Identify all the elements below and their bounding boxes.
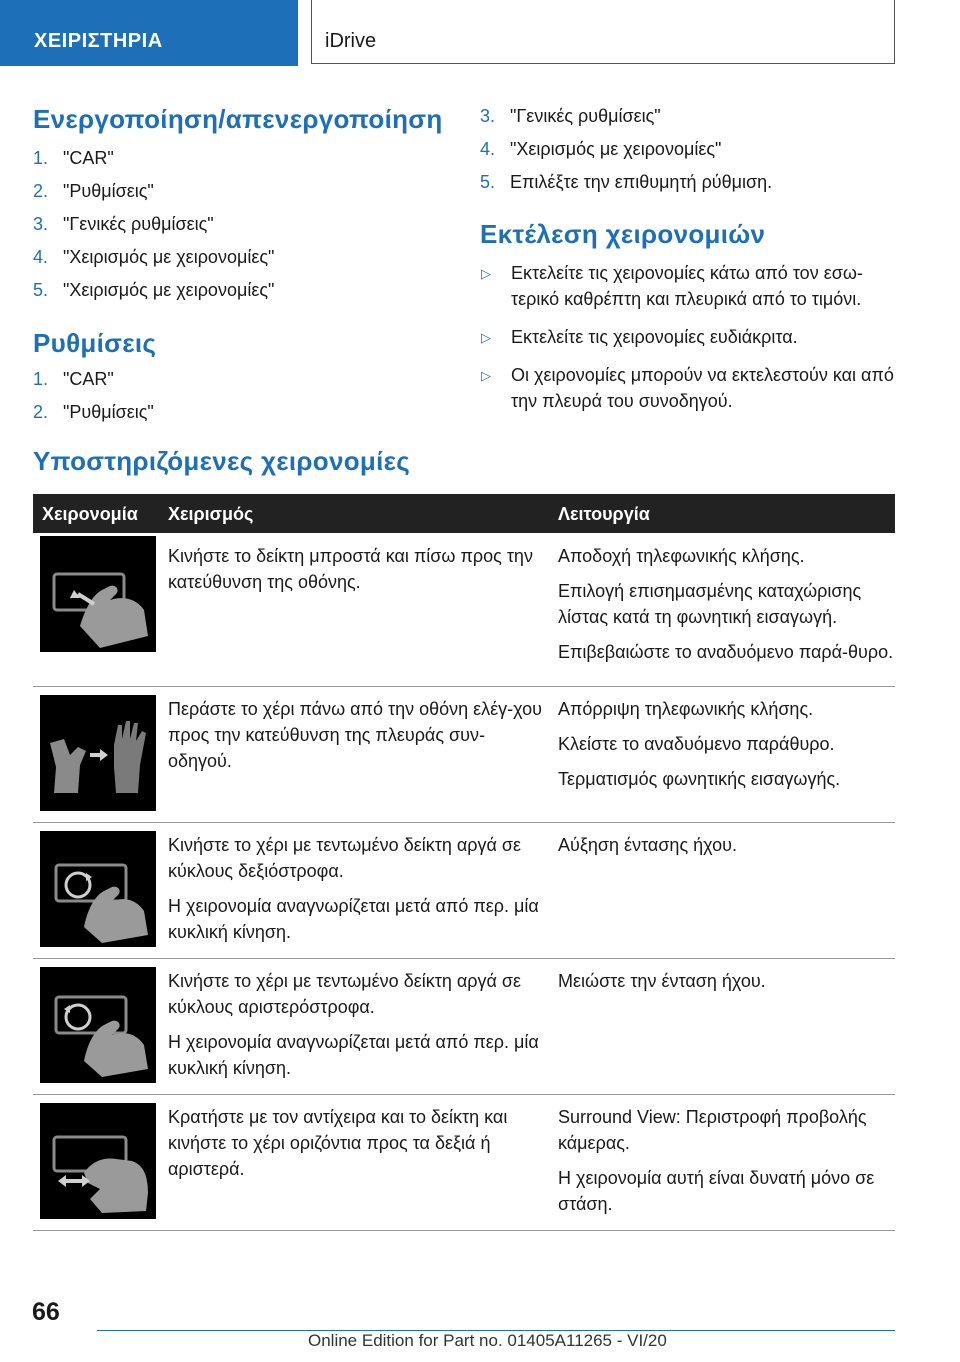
right-column — [480, 106, 895, 426]
tap-forward-back-gesture-icon — [40, 536, 156, 652]
function-cell: Απόρριψη τηλεφωνικής κλήσης. Κλείστε το αναδυόμενο παράθυρο. Τερματισμός φωνητικής εισαγωγής. — [558, 699, 841, 789]
list-item: ▷ Εκτελείτε τις χειρονομίες ευδιάκριτα. — [480, 324, 895, 350]
triangle-bullet-icon: ▷ — [481, 266, 491, 281]
performing-bullets — [480, 260, 895, 414]
activation-heading: Ενεργοποίηση/απενεργοποίηση — [33, 104, 443, 134]
list-item: 3. "Γενικές ρυθμίσεις" — [33, 214, 214, 234]
column-header-handling: Χειρισμός — [168, 504, 254, 524]
handling-cell: Κινήστε το δείκτη μπροστά και πίσω προς την κατεύθυνση της οθόνης. — [168, 546, 533, 592]
table-row — [33, 686, 895, 823]
table-row — [33, 533, 895, 687]
supported-heading: Υποστηριζόμενες χειρονομίες — [33, 446, 411, 476]
function-cell: Μειώστε την ένταση ήχου. — [558, 971, 766, 991]
list-item: 2. "Ρυθμίσεις" — [33, 181, 154, 201]
column-header-function: Λειτουργία — [558, 504, 650, 524]
pinch-swipe-gesture-icon — [40, 1103, 156, 1219]
rotate-clockwise-gesture-icon — [40, 831, 156, 947]
triangle-bullet-icon: ▷ — [481, 368, 491, 383]
edition-footer: Online Edition for Part no. 01405A11265 - VI/20 — [308, 1331, 667, 1350]
settings-steps-part1 — [33, 369, 443, 435]
chapter-title: iDrive — [311, 0, 895, 64]
list-item: 3. "Γενικές ρυθμίσεις" — [480, 106, 661, 126]
list-item: 5. "Χειρισμός με χειρονομίες" — [33, 280, 275, 300]
handling-cell: Περάστε το χέρι πάνω από την οθόνη ελέγ‐χου προς την κατεύθυνση της πλευράς συν‐οδηγού. — [168, 699, 542, 771]
list-item: ▷ Οι χειρονομίες μπορούν να εκτελεστούν και από την πλευρά του συνοδηγού. — [481, 365, 894, 411]
function-cell: Surround View: Περιστροφή προβολής κάμερας. Η χειρονομία αυτή είναι δυνατή μόνο σε στάση. — [558, 1107, 875, 1214]
triangle-bullet-icon: ▷ — [481, 330, 491, 345]
rotate-counterclockwise-gesture-icon — [40, 967, 156, 1083]
page-number: 66 — [32, 1298, 60, 1326]
column-header-gesture: Χειρονομία — [42, 504, 138, 524]
performing-heading: Εκτέλεση χειρονομιών — [480, 219, 766, 249]
list-item: 1. "CAR" — [33, 369, 114, 389]
list-item: 4. "Χειρισμός με χειρονομίες" — [33, 247, 275, 267]
list-item: 4. "Χειρισμός με χειρονομίες" — [480, 139, 722, 159]
list-item: 1. "CAR" — [33, 148, 114, 168]
handling-cell: Κινήστε το χέρι με τεντωμένο δείκτη αργά σε κύκλους δεξιόστροφα. Η χειρονομία αναγνωρίζεται μετά από περ. μία κυκλική κίνηση. — [168, 835, 539, 942]
function-cell: Αποδοχή τηλεφωνικής κλήσης. Επιλογή επισημασμένης καταχώρισης λίστας κατά τη φωνητική εισαγωγή. Επιβεβαιώστε το αναδυόμενο παρά‐θυρο. — [558, 546, 894, 662]
swipe-hand-gesture-icon — [40, 695, 156, 811]
table-row — [33, 822, 895, 959]
left-column — [33, 104, 443, 435]
list-item: 5. Επιλέξτε την επιθυμητή ρύθμιση. — [480, 172, 773, 192]
page-header — [0, 0, 960, 66]
function-cell: Αύξηση έντασης ήχου. — [558, 835, 737, 855]
section-tab[interactable]: ΧΕΙΡΙΣΤΗΡΙΑ — [0, 0, 298, 66]
list-item: 2. "Ρυθμίσεις" — [33, 402, 154, 422]
settings-heading: Ρυθμίσεις — [33, 328, 157, 358]
table-row — [33, 958, 895, 1095]
activation-steps — [33, 148, 443, 313]
table-row — [33, 1094, 895, 1231]
handling-cell: Κινήστε το χέρι με τεντωμένο δείκτη αργά σε κύκλους αριστερόστροφα. Η χειρονομία αναγνωρίζεται μετά από περ. μία κυκλική κίνηση. — [168, 971, 539, 1078]
table-header — [33, 494, 895, 533]
handling-cell: Κρατήστε με τον αντίχειρα και το δείκτη και κινήστε το χέρι οριζόντια προς τα δεξιά ή αριστερά. — [168, 1107, 508, 1179]
list-item: ▷ Εκτελείτε τις χειρονομίες κάτω από τον εσω‐τερικό καθρέπτη και πλευρικά από το τιμόνι. — [481, 263, 863, 309]
settings-steps-part2 — [480, 106, 895, 205]
